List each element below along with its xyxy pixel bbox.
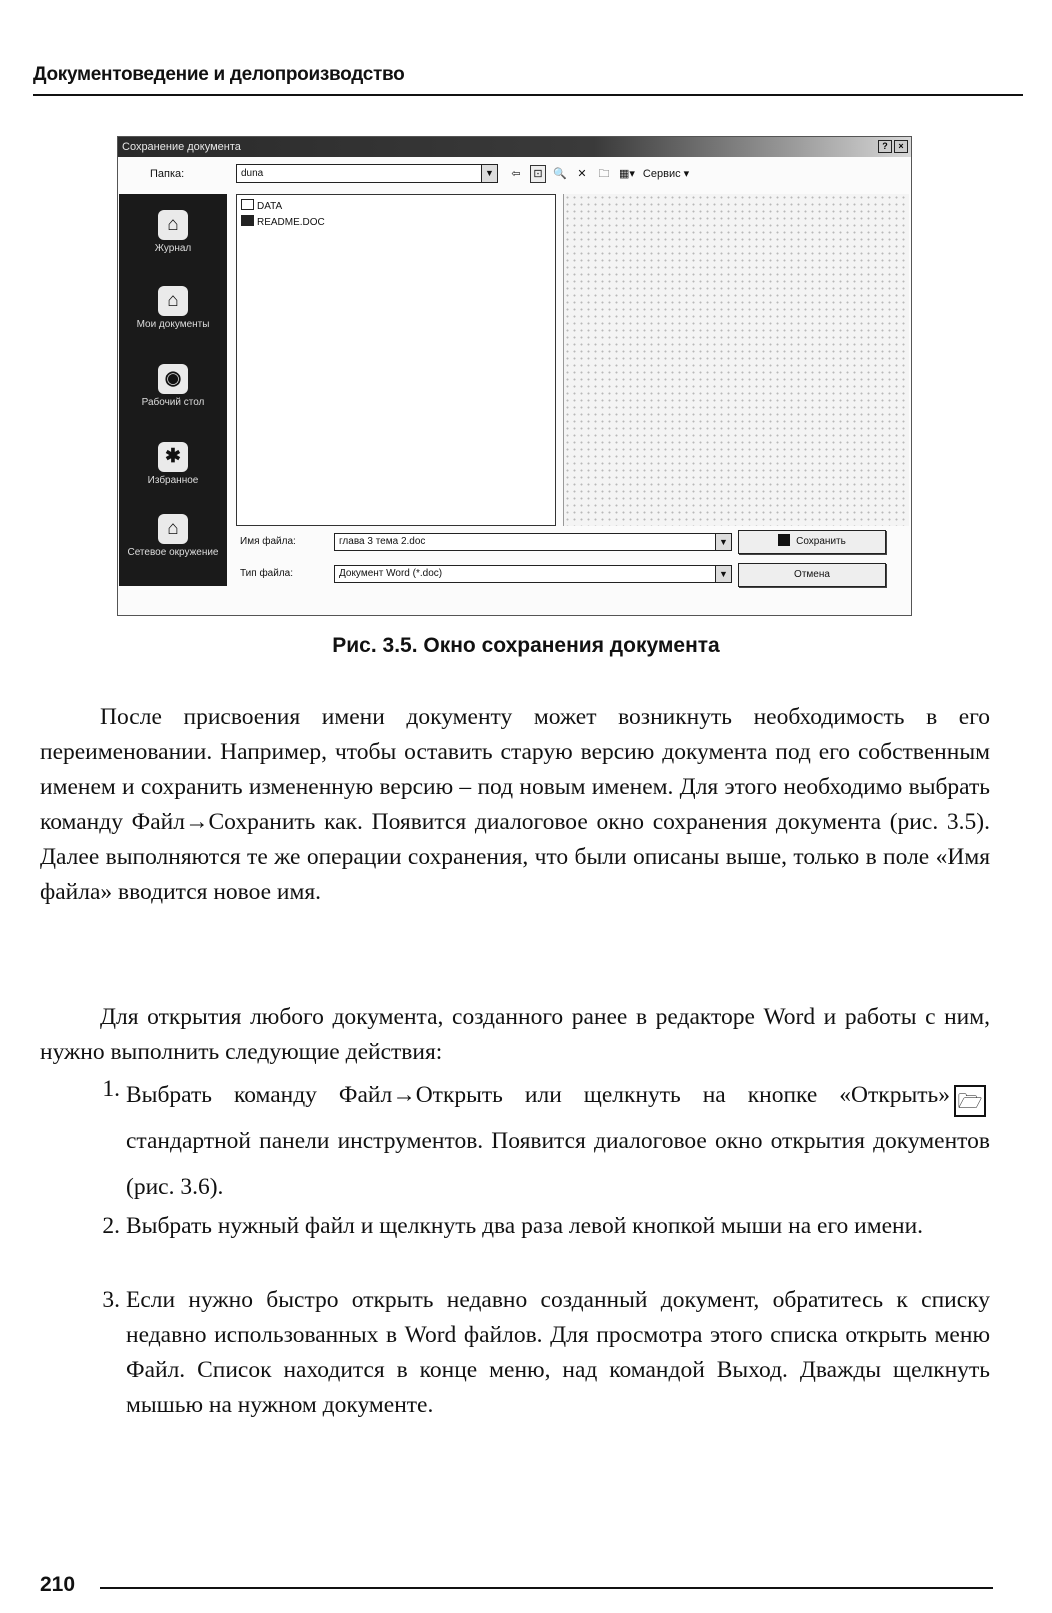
history-icon: ⌂	[158, 210, 188, 240]
list-item[interactable]	[241, 199, 282, 213]
save-button-label: Сохранить	[796, 536, 846, 547]
file-type-value: Документ Word (*.doc)	[339, 568, 443, 579]
my-documents-icon: ⌂	[158, 286, 188, 316]
paragraph: Для открытия любого документа, созданного ранее в редакторе Word и работы с ним, нужно выполнить следующие действия:	[40, 1004, 990, 1065]
list-text: Если нужно быстро открыть недавно созданный документ, обратитесь к списку недавно использованных в Word файлов. Для просмотра этого списка открыть меню Файл. Список находится в конце меню, над командой Выход. Дважды щелкнуть мышью на нужном документе.	[126, 1287, 990, 1418]
place-label: Избранное	[147, 475, 199, 486]
new-folder-icon[interactable]: 🗀	[598, 168, 610, 180]
file-name-value: глава 3 тема 2.doc	[339, 536, 426, 547]
dialog-toolbar	[508, 165, 690, 183]
list-number: 3.	[102, 1287, 120, 1313]
open-folder-icon: 🗁	[954, 1085, 986, 1117]
file-name-input[interactable]	[334, 533, 732, 551]
list-text: Выбрать команду Файл→Открыть или щелкнуть на кнопке «Открыть»	[126, 1082, 950, 1108]
place-favorites[interactable]	[119, 442, 227, 486]
tools-menu[interactable]: Сервис ▾	[642, 168, 690, 180]
list-item	[40, 1283, 990, 1423]
list-text: Выбрать нужный файл и щелкнуть два раза левой кнопкой мыши на его имени.	[126, 1213, 924, 1239]
chevron-down-icon[interactable]: ▼	[715, 534, 731, 550]
place-history[interactable]	[119, 210, 227, 254]
file-list[interactable]	[236, 194, 556, 526]
place-label: Мои документы	[136, 319, 210, 330]
running-head: Документоведение и делопроизводство	[33, 64, 405, 85]
header-rule	[33, 94, 1023, 96]
favorites-icon: ✱	[158, 442, 188, 472]
floppy-disk-icon	[778, 534, 790, 546]
dialog-title: Сохранение документа	[122, 141, 241, 153]
close-icon[interactable]: ×	[894, 140, 908, 153]
place-network[interactable]	[119, 514, 227, 558]
network-icon: ⌂	[158, 514, 188, 544]
list-number: 2.	[102, 1213, 120, 1239]
folder-label: Папка:	[150, 168, 185, 180]
paragraph: После присвоения имени документу может возникнуть необходимость в его переименовании. Например, чтобы оставить старую версию документа под его собственным именем и сохранить измененную версию – под новым именем. Для этого необходимо выбрать команду Файл→Сохранить как. Появится диалоговое окно сохранения документа (рис. 3.5). Далее выполняются те же операции сохранения, что были описаны выше, только в поле «Имя файла» вводится новое имя.	[40, 704, 990, 905]
folder-value: duna	[241, 168, 264, 179]
place-my-documents[interactable]	[119, 286, 227, 330]
list-item[interactable]	[241, 215, 325, 229]
file-name: DATA	[257, 201, 283, 212]
place-label: Сетевое окружение	[127, 547, 219, 558]
desktop-icon: ◉	[158, 364, 188, 394]
list-item	[40, 1072, 990, 1210]
file-name: README.DOC	[257, 217, 325, 228]
preview-pane	[563, 194, 909, 526]
dialog-titlebar	[118, 137, 911, 157]
up-folder-icon[interactable]: ⊡	[530, 165, 546, 183]
place-desktop[interactable]	[119, 364, 227, 408]
help-icon[interactable]: ?	[878, 140, 892, 153]
place-label: Рабочий стол	[141, 397, 205, 408]
figure-caption: Рис. 3.5. Окно сохранения документа	[332, 634, 720, 657]
file-type-label: Тип файла:	[240, 568, 293, 579]
page-number: 210	[40, 1573, 76, 1596]
folder-icon	[241, 199, 254, 210]
save-button[interactable]	[738, 530, 886, 554]
cancel-button-label: Отмена	[794, 569, 830, 580]
place-label: Журнал	[154, 243, 192, 254]
list-text: стандартной панели инструментов. Появится диалоговое окно открытия документов (рис. 3.6).	[126, 1128, 990, 1200]
save-dialog-figure	[117, 136, 912, 616]
chevron-down-icon[interactable]: ▼	[481, 165, 497, 182]
search-web-icon[interactable]: 🔍	[553, 168, 567, 180]
places-bar	[119, 194, 227, 586]
cancel-button[interactable]	[738, 563, 886, 587]
word-document-icon	[241, 215, 254, 226]
footer-rule	[100, 1587, 993, 1589]
folder-select[interactable]	[236, 164, 498, 183]
file-name-label: Имя файла:	[240, 536, 296, 547]
chevron-down-icon[interactable]: ▼	[715, 566, 731, 582]
file-type-select[interactable]	[334, 565, 732, 583]
list-item	[40, 1209, 990, 1244]
views-icon[interactable]: ▦▾	[619, 168, 635, 180]
back-icon[interactable]: ⇦	[511, 168, 521, 180]
delete-icon[interactable]: ✕	[577, 168, 587, 180]
list-number: 1.	[102, 1076, 120, 1102]
